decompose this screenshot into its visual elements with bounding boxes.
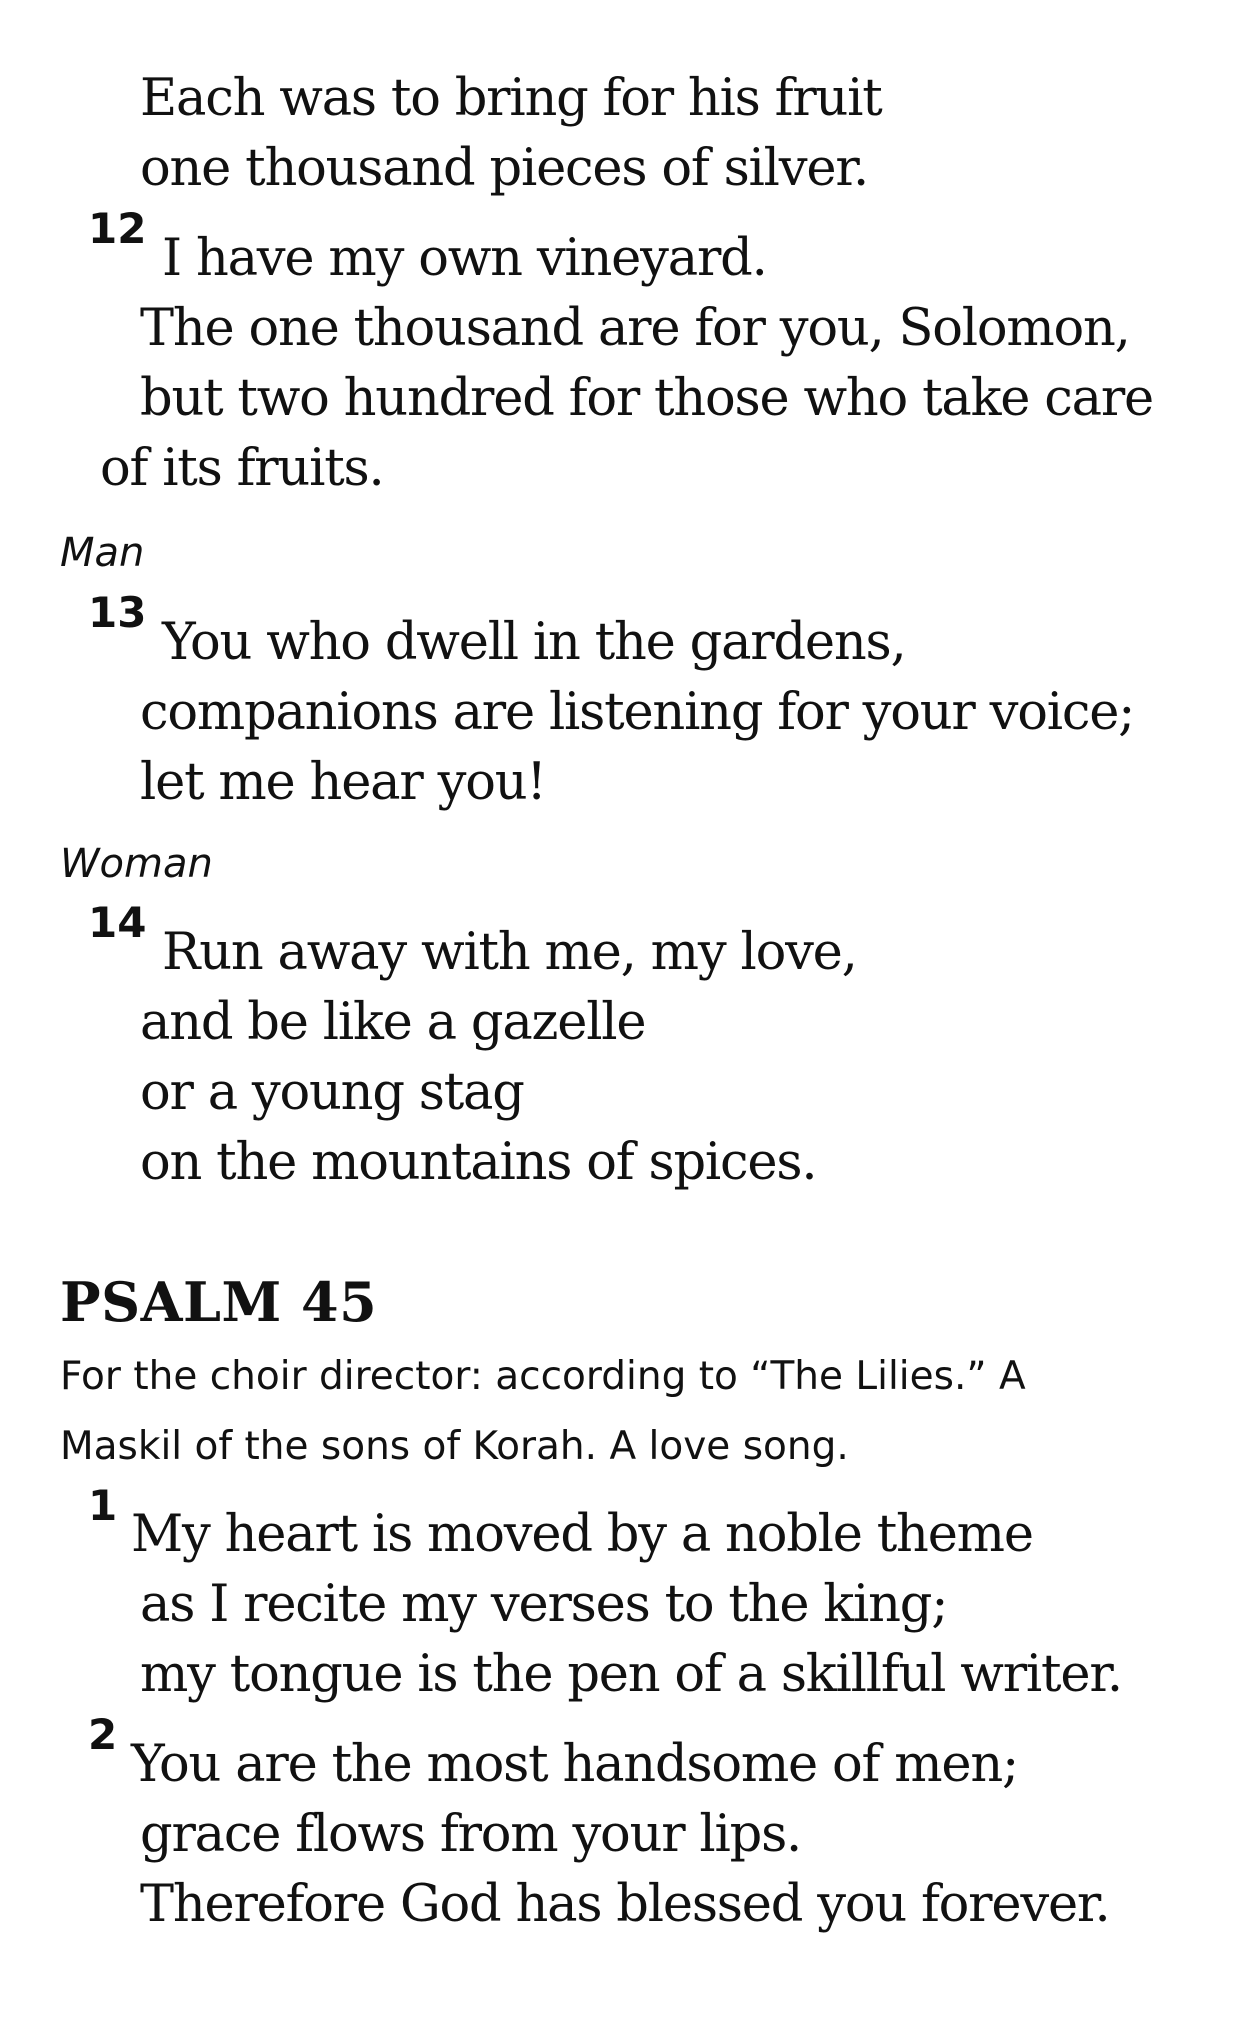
verse-line: You are the most handsome of men; bbox=[131, 1735, 1018, 1794]
verse-line: Each was to bring for his fruit bbox=[140, 69, 882, 128]
verse-number: 13 bbox=[88, 588, 147, 637]
verse-line: on the mountains of spices. bbox=[140, 1133, 817, 1192]
verse-line: You who dwell in the gardens, bbox=[162, 613, 906, 672]
verse-line: as I recite my verses to the king; bbox=[140, 1575, 948, 1634]
verse-line: grace flows from your lips. bbox=[140, 1805, 802, 1864]
verse-line: The one thousand are for you, Solomon, bbox=[140, 299, 1130, 358]
speaker-label-woman: Woman bbox=[60, 841, 213, 887]
verse-line: let me hear you! bbox=[140, 753, 546, 812]
verse-line: but two hundred for those who take care bbox=[140, 369, 1153, 428]
verse-line: of its fruits. bbox=[100, 439, 384, 498]
verse-line: Run away with me, my love, bbox=[162, 923, 857, 982]
verse-line: my tongue is the pen of a skillful writer. bbox=[140, 1645, 1122, 1704]
verse-number: 2 bbox=[88, 1710, 118, 1759]
verse-number: 14 bbox=[88, 898, 147, 947]
verse-line: Therefore God has blessed you forever. bbox=[140, 1875, 1110, 1934]
verse-line: I have my own vineyard. bbox=[162, 229, 767, 288]
verse-line: one thousand pieces of silver. bbox=[140, 139, 868, 198]
verse-line: companions are listening for your voice; bbox=[140, 683, 1135, 742]
verse-line: My heart is moved by a noble theme bbox=[131, 1505, 1033, 1564]
psalm-heading: PSALM 45 bbox=[60, 1270, 378, 1334]
verse-number: 12 bbox=[88, 204, 147, 253]
verse-line: or a young stag bbox=[140, 1063, 524, 1122]
verse-line: and be like a gazelle bbox=[140, 993, 646, 1052]
speaker-label-man: Man bbox=[60, 530, 145, 576]
psalm-superscription: Maskil of the sons of Korah. A love song. bbox=[60, 1424, 849, 1469]
verse-number: 1 bbox=[88, 1481, 118, 1530]
psalm-superscription: For the choir director: according to “The Lilies.” A bbox=[60, 1354, 1026, 1399]
